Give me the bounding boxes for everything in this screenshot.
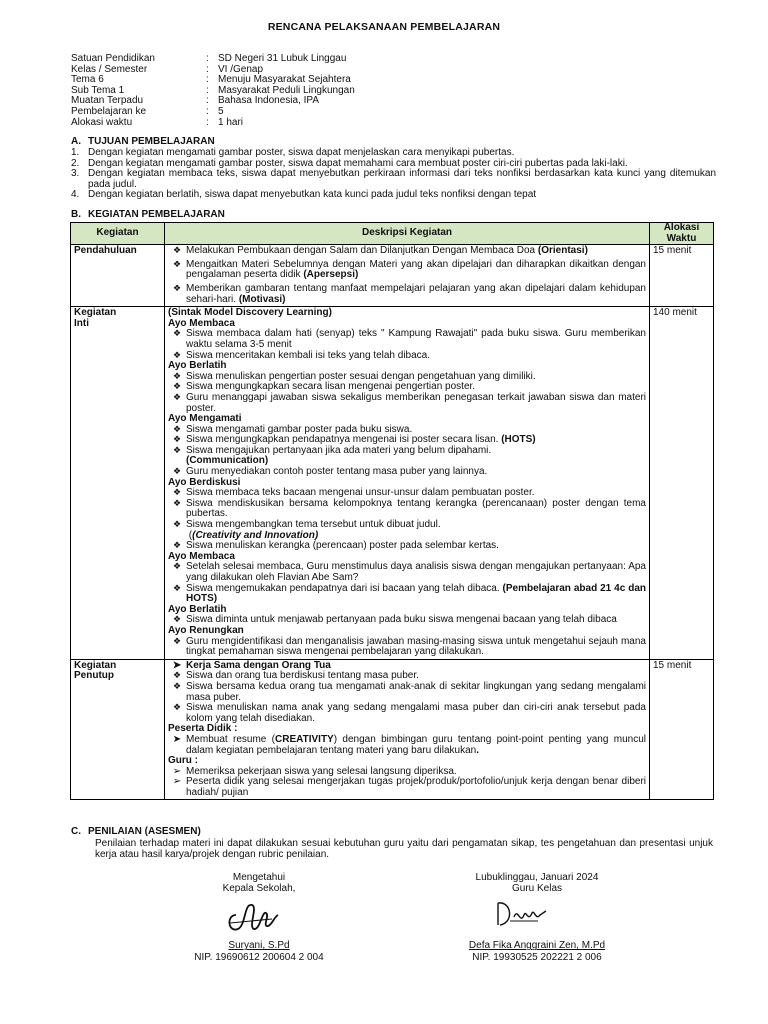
subheading: Ayo Berlatih (168, 603, 227, 615)
bullet-icon: ❖ (172, 519, 182, 530)
arrow-icon: ➢ (172, 765, 182, 777)
list-item: ❖ Guru mengidentifikasi dan menganalisis jawaban masing-masing siswa untuk mengetahui sejauh mana tingkat pemahaman siswa mengenai pembelajaran yang dilakukan. (168, 637, 646, 658)
identity-block (71, 54, 355, 128)
bullet-icon: ❖ (172, 702, 182, 713)
bullet-icon: ❖ (172, 328, 182, 339)
activities-table (70, 222, 714, 800)
bullet-icon: ❖ (172, 245, 182, 256)
principal-nip: NIP. 19690612 200604 2 004 (194, 951, 324, 963)
list-item: ❖ Melakukan Pembukaan dengan Salam dan Dilanjutkan Dengan Membaca Doa (Orientasi) (168, 246, 646, 257)
list-item: ❖ Guru menyediakan contoh poster tentang masa puber yang lainnya. (168, 467, 646, 478)
list-item: ➤ Membuat resume (CREATIVITY) dengan bimbingan guru tentang point-point penting yang muncul dalam kegiatan pembelajaran tentang materi yang baru dilakukan. (168, 735, 646, 756)
list-item: ❖ Setelah selesai membaca, Guru menstimulus daya analisis siswa dengan mengajukan pertanyaan: Apa yang dilakukan oleh Flavian Abe Sam? (168, 562, 646, 583)
table-header-row (71, 223, 714, 245)
list-item: ❖ Siswa mendiskusikan bersama kelompoknya tentang kerangka (perencanaan) poster dengan tema pubertas. (168, 499, 646, 520)
bullet-icon: ❖ (172, 497, 182, 508)
list-item: ❖ Memberikan gambaran tentang manfaat mempelajari pelajaran yang akan dipelajari dalam kehidupan sehari-hari. (Motivasi) (168, 284, 646, 305)
bullet-icon: ❖ (172, 670, 182, 681)
header-kegiatan: Kegiatan (71, 223, 165, 245)
identity-row: Sub Tema 1 : Masyarakat Peduli Lingkungan (71, 84, 355, 96)
alokasi-cell: 15 menit (650, 659, 714, 800)
deskripsi-cell (165, 307, 650, 660)
bullet-icon: ❖ (172, 582, 182, 593)
bullet-icon: ❖ (172, 444, 182, 455)
kegiatan-label: Kegiatan Penutup (71, 659, 165, 800)
bullet-icon: ❖ (172, 466, 182, 477)
table-row-inti (71, 307, 714, 660)
identity-row: Alokasi waktu : 1 hari (71, 116, 244, 128)
list-item: ➢ Memeriksa pekerjaan siswa yang selesai langsung diperiksa. (168, 767, 646, 778)
subheading: Ayo Renungkan (168, 624, 244, 636)
table-row-penutup (71, 659, 714, 800)
identity-row: Satuan Pendidikan : SD Negeri 31 Lubuk Linggau (71, 53, 347, 64)
assessment-text: Penilaian terhadap materi ini dapat dilakukan sesuai kebutuhan guru yaitu dari pengamatan sikap, tes pengetahuan dan presentasi unjuk kerja atau hasil karya/projek dengan rubric penilaian. (95, 838, 713, 860)
subheading: Peserta Didik : (168, 723, 238, 735)
list-item: ❖ Guru menanggapi jawaban siswa sekaligus memberikan penegasan terkait jawaban siswa dan materi poster. (168, 393, 646, 414)
identity-label: Muatan Terpadu (71, 95, 144, 107)
subheading: Ayo Berdiskusi (168, 476, 241, 488)
bullet-icon: ❖ (172, 423, 182, 434)
teacher-signature-image (492, 897, 552, 931)
teacher-name: Defa Fika Anggraini Zen, M.Pd (468, 940, 606, 952)
bullet-icon: ❖ (172, 540, 182, 551)
signature-block-teacher: Lubuklinggau, Januari 2024 Guru Kelas Defa Fika Anggraini Zen, M.Pd NIP. 19930525 202221 2 006 (437, 872, 637, 963)
list-item: ❖ Siswa mengungkapkan pendapatnya mengenai isi poster secara lisan. (HOTS) (168, 435, 646, 446)
teacher-nip: NIP. 19930525 202221 2 006 (472, 951, 602, 963)
list-item: ➤ Kerja Sama dengan Orang Tua (168, 661, 646, 672)
list-item: ❖ Siswa mengajukan pertanyaan jika ada materi yang belum dipahami. (Communication) (168, 446, 646, 467)
list-item: 3. Dengan kegiatan membaca teks, siswa dapat menyebutkan perkiraan informasi dari teks nonfiksi berdasarkan kata kunci yang ditemukan pada judul. (71, 168, 716, 190)
bullet-icon: ❖ (172, 370, 182, 381)
bullet-icon: ❖ (172, 258, 182, 269)
list-item: ❖ Siswa mengamati gambar poster pada buku siswa. (168, 425, 646, 436)
list-item: 4. Dengan kegiatan berlatih, siswa dapat menyebutkan kata kunci pada judul teks nonfiksi dengan tepat (71, 189, 537, 201)
arrow-icon: ➢ (172, 776, 182, 788)
bullet-icon: ❖ (172, 391, 182, 402)
identity-row: Pembelajaran ke : 5 (71, 105, 224, 117)
objectives-list (71, 148, 716, 201)
header-deskripsi: Deskripsi Kegiatan (165, 223, 650, 245)
bullet-icon: ❖ (172, 561, 182, 572)
identity-row: Kelas / Semester : VI /Genap (71, 63, 264, 75)
bullet-icon: ❖ (172, 635, 182, 646)
list-item: ❖ Siswa mengungkapkan secara lisan mengenai pengertian poster. (168, 382, 646, 393)
bullet-icon: ❖ (172, 349, 182, 360)
deskripsi-cell (165, 245, 650, 307)
identity-label: Tema 6 (71, 74, 104, 86)
list-item: ❖ Siswa menuliskan nama anak yang sedang mengalami masa puber dan ciri-ciri anak tersebut pada kolom yang telah disediakan. (168, 703, 646, 724)
list-item: ➢ Peserta didik yang selesai mengerjakan tugas projek/produk/portofolio/unjuk kerja dengan benar diberi hadiah/ pujian (168, 777, 646, 798)
identity-label: Sub Tema 1 (71, 84, 125, 96)
bullet-icon: ❖ (172, 381, 182, 392)
identity-value: Menuju Masyarakat Sejahtera (218, 74, 351, 86)
model-label: (Sintak Model Discovery Learning) (168, 307, 332, 319)
list-item: ❖ Siswa membaca dalam hati (senyap) teks " Kampung Rawajati" pada buku siswa. Guru memberikan waktu selama 3-5 menit (168, 329, 646, 350)
arrow-icon: ➤ (172, 733, 182, 745)
identity-row: Muatan Terpadu : Bahasa Indonesia, IPA (71, 95, 319, 107)
kegiatan-label: Pendahuluan (71, 245, 165, 307)
subheading: Ayo Mengamati (168, 413, 242, 425)
table-row-pendahuluan (71, 245, 714, 307)
identity-value: VI /Genap (218, 63, 264, 75)
bullet-icon: ❖ (172, 434, 182, 445)
bullet-icon: ❖ (172, 680, 182, 691)
section-b-heading: B. KEGIATAN PEMBELAJARAN (71, 209, 225, 220)
identity-value: Bahasa Indonesia, IPA (218, 95, 319, 107)
list-item: ❖ Siswa diminta untuk menjawab pertanyaan pada buku siswa mengenai bacaan yang telah dibaca (168, 615, 646, 626)
subheading: Guru : (168, 755, 198, 767)
list-item: ❖ Siswa mengembangkan tema tersebut untuk dibuat judul. ((Creativity and Innovation) (168, 520, 646, 541)
identity-label: Kelas / Semester (71, 63, 148, 75)
header-alokasi: Alokasi Waktu (650, 223, 714, 245)
principal-signature-image (222, 893, 282, 937)
list-item: ❖ Siswa menceritakan kembali isi teks yang telah dibaca. (168, 351, 646, 362)
identity-label: Pembelajaran ke (71, 105, 147, 117)
section-a-heading: A. TUJUAN PEMBELAJARAN (71, 136, 215, 147)
signature-block-principal: Mengetahui Kepala Sekolah, Suryani, S.Pd NIP. 19690612 200604 2 004 (159, 872, 359, 963)
identity-value: 1 hari (218, 116, 244, 128)
list-item: ❖ Siswa menuliskan kerangka (perencaan) poster pada selembar kertas. (168, 541, 646, 552)
list-item: 2. Dengan kegiatan mengamati gambar poster, siswa dapat memahami cara membuat poster ciri-ciri pubertas pada laki-laki. (71, 157, 628, 169)
document-title: RENCANA PELAKSANAAN PEMBELAJARAN (267, 21, 501, 33)
list-item: 1. Dengan kegiatan mengamati gambar poster, siswa dapat menjelaskan cara menyikapi pubertas. (71, 147, 515, 158)
list-item: ❖ Siswa bersama kedua orang tua mengamati anak-anak di sekitar lingkungan yang sedang mengalami masa puber. (168, 682, 646, 703)
section-c-heading: C. PENILAIAN (ASESMEN) (71, 826, 201, 837)
subheading: Ayo Membaca (168, 550, 235, 562)
identity-value: SD Negeri 31 Lubuk Linggau (218, 53, 347, 64)
deskripsi-cell (165, 659, 650, 800)
bullet-icon: ❖ (172, 282, 182, 293)
list-item: ❖ Siswa membaca teks bacaan mengenai unsur-unsur dalam pembuatan poster. (168, 488, 646, 499)
list-item: ❖ Siswa dan orang tua berdiskusi tentang masa puber. (168, 671, 646, 682)
bullet-icon: ❖ (172, 487, 182, 498)
alokasi-cell: 15 menit (650, 245, 714, 307)
identity-value: 5 (218, 105, 224, 117)
identity-label: Alokasi waktu (71, 116, 133, 128)
list-item: ❖ Siswa mengemukakan pendapatnya dari isi bacaan yang telah dibaca. (Pembelajaran abad 21 4c dan HOTS) (168, 584, 646, 605)
principal-name: Suryani, S.Pd (228, 940, 290, 952)
list-item: ❖ Mengaitkan Materi Sebelumnya dengan Materi yang akan dipelajari dan diharapkan dikaitkan dengan pengalaman peserta didik (Apersepsi) (168, 260, 646, 281)
identity-value: Masyarakat Peduli Lingkungan (218, 84, 355, 96)
kegiatan-label: Kegiatan Inti (71, 307, 165, 660)
bullet-icon: ❖ (172, 614, 182, 625)
subheading: Ayo Membaca (168, 317, 235, 329)
arrow-icon: ➤ (172, 659, 182, 671)
identity-row: Tema 6 : Menuju Masyarakat Sejahtera (71, 74, 351, 86)
identity-label: Satuan Pendidikan (71, 53, 155, 64)
list-item: ❖ Siswa menuliskan pengertian poster sesuai dengan pengetahuan yang dimiliki. (168, 372, 646, 383)
alokasi-cell: 140 menit (650, 307, 714, 660)
subheading: Ayo Berlatih (168, 360, 227, 372)
